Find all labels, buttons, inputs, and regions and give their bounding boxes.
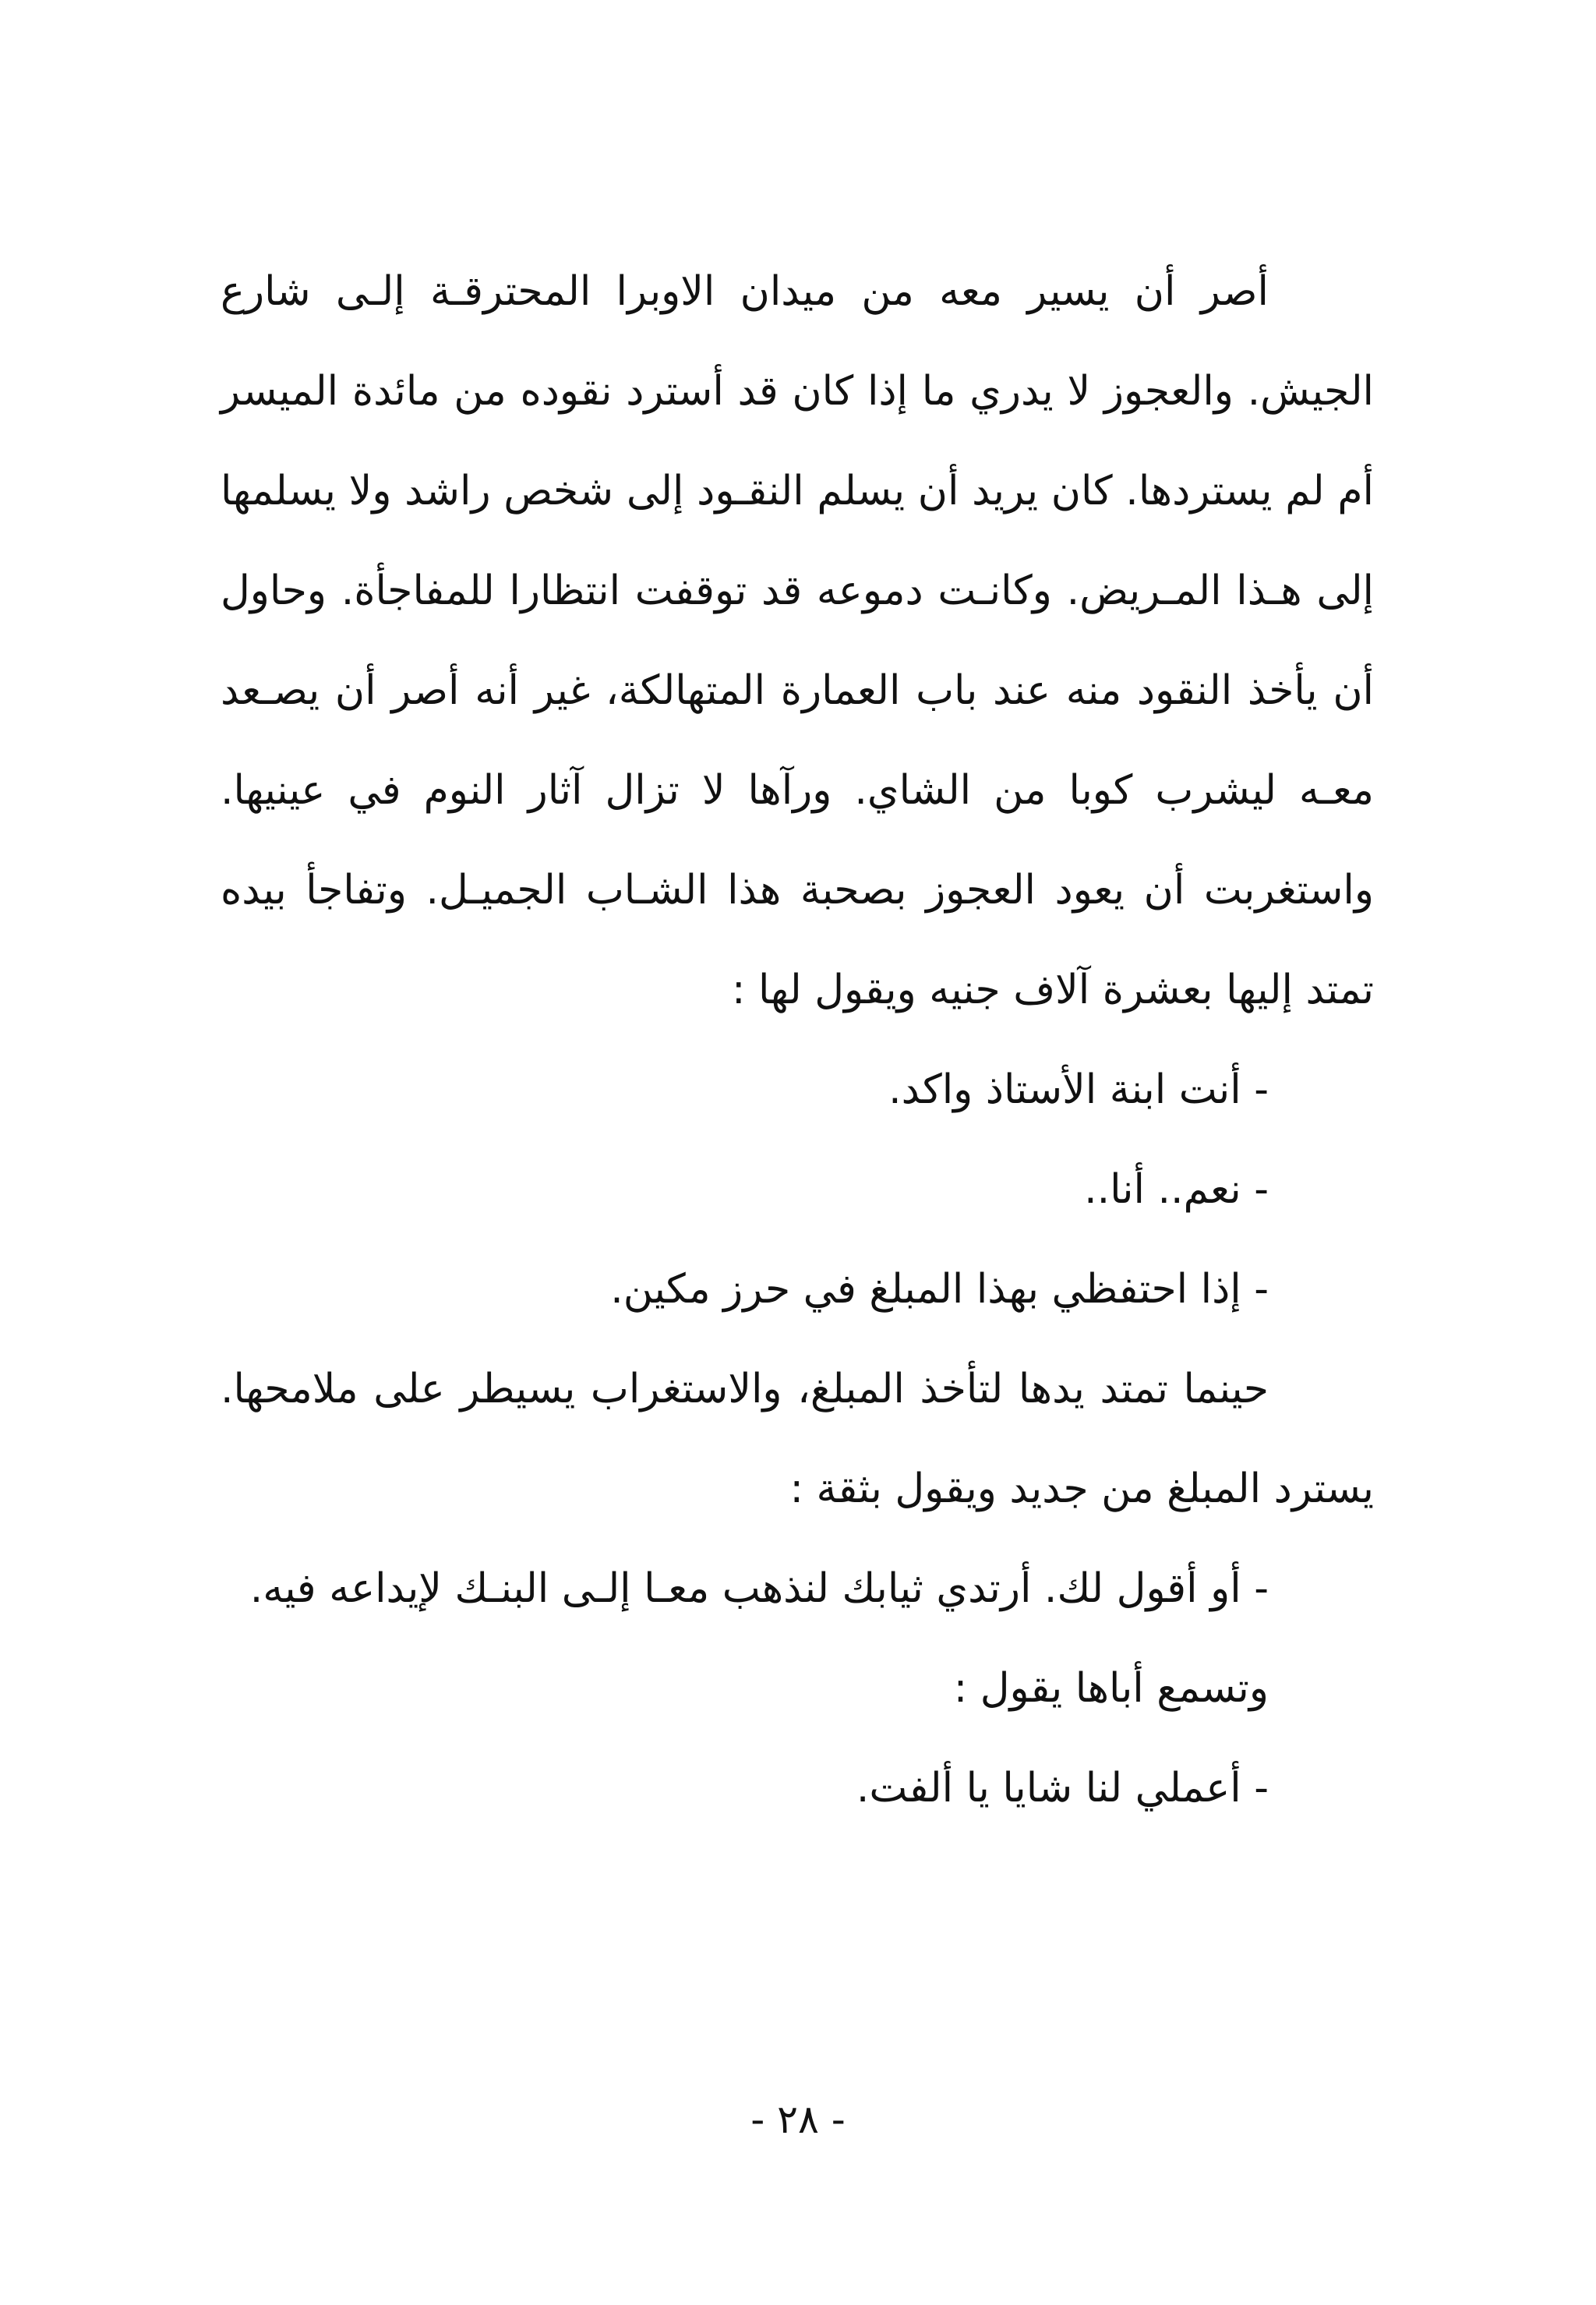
dialog-line-4: وتسمع أباها يقول :	[953, 1665, 1269, 1712]
dialog-line-1: - أنت ابنة الأستاذ واكد.	[888, 1066, 1269, 1113]
page-number: - ٢٨ -	[750, 2097, 846, 2142]
page-body	[221, 242, 1374, 1838]
paragraph-3: - أو أقول لك. أرتدي ثيابك لنذهب معـا إلـى البنـك لإيداعه فيه.	[249, 1565, 1269, 1612]
dialog-line-2: - نعم.. أنا..	[1084, 1166, 1269, 1213]
paragraph-2: حينما تمتد يدها لتأخذ المبلغ، والاستغراب يسيطر على ملامحها. يسترد المبلغ من جديد ويقول بثقة :	[221, 1366, 1374, 1512]
paragraph-1: أصر أن يسير معه من ميدان الاوبرا المحترقـة إلـى شارع الجيش. والعجوز لا يدري ما إذا كان قد أسترد نقوده من مائدة الميسر أم لم يستردها. كان يريد أن يسلم النقـود إلى شخص راشد ولا يسلمها إلى هـذا المـريض. وكانـت دموعه قد توقفت انتظارا للمفاجأة. وحاول أن يأخذ النقود منه عند باب العمارة المتهالكة، غير أنه أصر أن يصـعد معـه ليشرب كوبا من الشاي. ورآها لا تزال آثار النوم في عينيها. واستغربت أن يعود العجوز بصحبة هذا الشـاب الجميـل. وتفاجأ بيده تمتد إليها بعشرة آلاف جنيه ويقول لها :	[221, 268, 1374, 1013]
dialog-line-5: - أعملي لنا شايا يا ألفت.	[856, 1765, 1269, 1812]
dialog-line-3: - إذا احتفظي بهذا المبلغ في حرز مكين.	[610, 1266, 1269, 1313]
